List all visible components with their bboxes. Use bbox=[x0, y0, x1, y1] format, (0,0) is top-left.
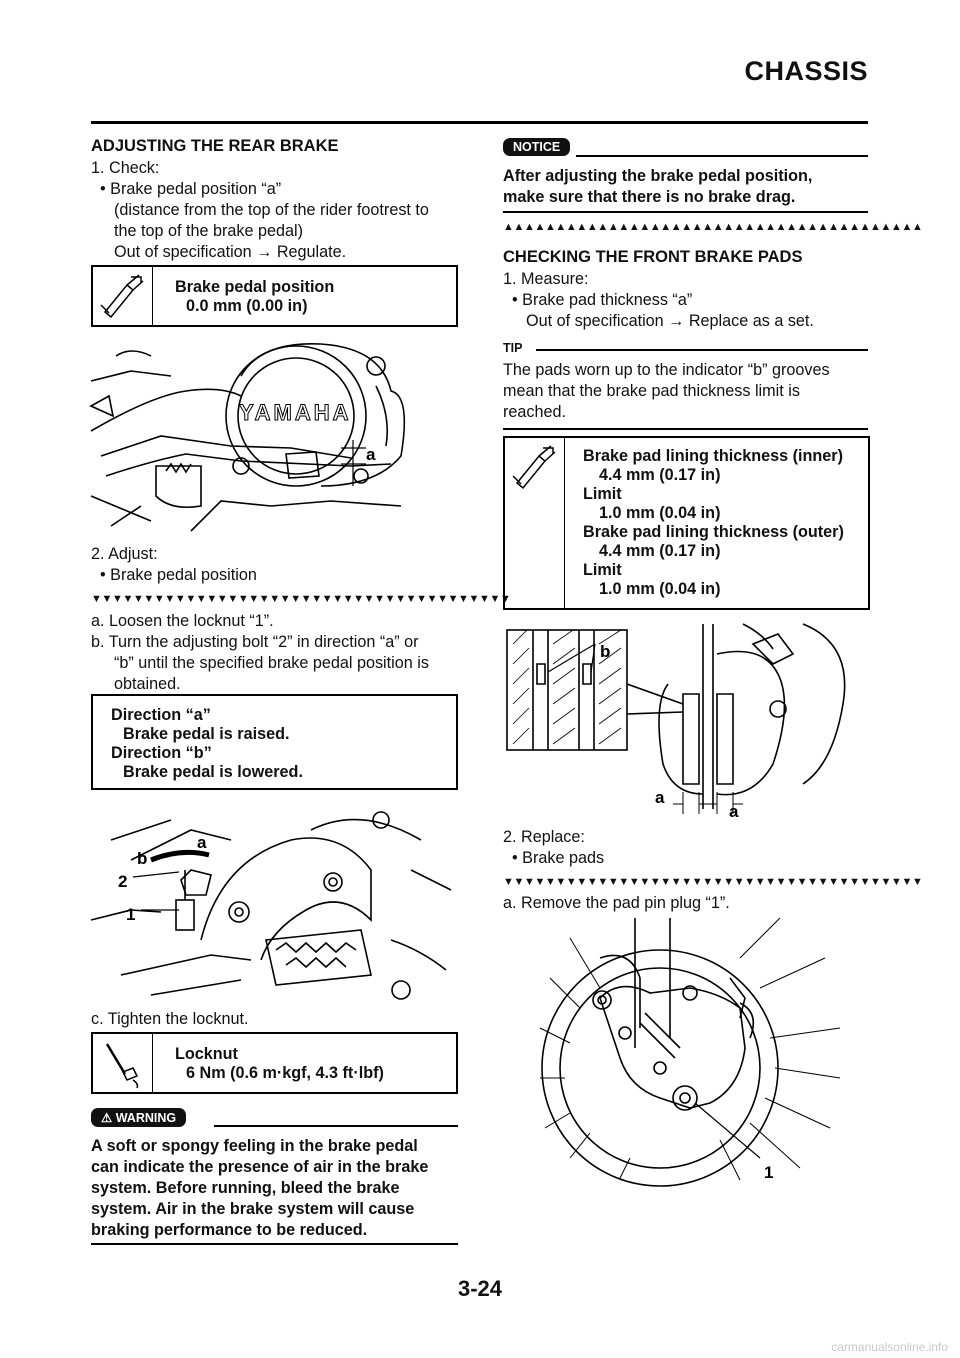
step-measure: 1. Measure: bbox=[503, 270, 589, 288]
page-title: CHASSIS bbox=[744, 56, 868, 86]
fig1-label-a: a bbox=[366, 445, 376, 464]
direction-box bbox=[91, 694, 458, 790]
spec-label-inner: Brake pad lining thickness (inner) bbox=[583, 447, 843, 465]
spec-box-locknut bbox=[91, 1032, 458, 1094]
warning-line-1: A soft or spongy feeling in the brake pedal bbox=[91, 1137, 418, 1155]
spec-value-limit-1: 1.0 mm (0.04 in) bbox=[599, 504, 721, 522]
check-note-1: (distance from the top of the rider footrest to bbox=[114, 201, 429, 219]
torque-wrench-icon bbox=[93, 1034, 151, 1092]
fig4-label-1: 1 bbox=[764, 1163, 774, 1182]
caliper-icon-cell bbox=[505, 438, 565, 608]
check-note-3: Out of specification → Regulate. bbox=[114, 243, 347, 261]
step-replace: 2. Replace: bbox=[503, 828, 585, 846]
fig2-label-b: b bbox=[137, 849, 148, 868]
check-note-2: the top of the brake pedal) bbox=[114, 222, 303, 240]
section-heading-front-pads: CHECKING THE FRONT BRAKE PADS bbox=[503, 248, 803, 266]
spec-label-outer: Brake pad lining thickness (outer) bbox=[583, 523, 844, 541]
svg-text:YAMAHA: YAMAHA bbox=[239, 400, 352, 425]
warning-line-2: can indicate the presence of air in the brake bbox=[91, 1158, 429, 1176]
substep-b-line2: “b” until the specified brake pedal position is bbox=[114, 654, 429, 672]
watermark: carmanualsonline.info bbox=[831, 1340, 948, 1354]
notice-label bbox=[503, 138, 570, 156]
spec-label: Locknut bbox=[175, 1045, 238, 1063]
tip-line-3: reached. bbox=[503, 403, 566, 421]
vernier-caliper-icon bbox=[505, 438, 563, 496]
warning-bottom-rule bbox=[91, 1243, 458, 1245]
procedure-start-triangles-right: ▼▼▼▼▼▼▼▼▼▼▼▼▼▼▼▼▼▼▼▼▼▼▼▼▼▼▼▼▼▼▼▼▼▼▼▼▼▼▼▼ bbox=[503, 876, 923, 888]
warning-label bbox=[91, 1108, 186, 1127]
fig3-label-a-right: a bbox=[729, 802, 739, 821]
section-heading-rear-brake: ADJUSTING THE REAR BRAKE bbox=[91, 137, 339, 155]
brake-pedal-position-figure bbox=[91, 336, 461, 536]
spec-label-limit-2: Limit bbox=[583, 561, 622, 579]
spec-value-inner: 4.4 mm (0.17 in) bbox=[599, 466, 721, 484]
notice-line-1: After adjusting the brake pedal position, bbox=[503, 167, 813, 185]
procedure-start-triangles: ▼▼▼▼▼▼▼▼▼▼▼▼▼▼▼▼▼▼▼▼▼▼▼▼▼▼▼▼▼▼▼▼▼▼▼▼▼▼▼▼ bbox=[91, 593, 511, 605]
substep-b-line1: b. Turn the adjusting bolt “2” in direction “a” or bbox=[91, 633, 419, 651]
spec-label-limit-1: Limit bbox=[583, 485, 622, 503]
replace-item: • Brake pads bbox=[512, 849, 605, 867]
notice-badge: NOTICE bbox=[503, 138, 570, 156]
caliper-icon-cell bbox=[93, 267, 153, 325]
torque-icon-cell bbox=[93, 1034, 153, 1092]
substep-a-right: a. Remove the pad pin plug “1”. bbox=[503, 894, 730, 912]
tip-badge: TIP bbox=[503, 341, 523, 355]
spec-value: 0.0 mm (0.00 in) bbox=[186, 297, 308, 315]
warning-badge-text: WARNING bbox=[115, 1111, 177, 1125]
notice-bottom-rule bbox=[503, 211, 868, 213]
substep-c: c. Tighten the locknut. bbox=[91, 1010, 249, 1028]
warning-rule bbox=[214, 1125, 458, 1127]
tip-line-1: The pads worn up to the indicator “b” grooves bbox=[503, 361, 830, 379]
fig3-label-b: b bbox=[600, 642, 611, 661]
fig2-label-1: 1 bbox=[126, 905, 136, 924]
direction-a-label: Direction “a” bbox=[111, 706, 211, 724]
fig2-label-2: 2 bbox=[118, 872, 128, 891]
warning-triangle-icon: ⚠ bbox=[101, 1111, 113, 1125]
tip-rule bbox=[536, 349, 868, 351]
tip-bottom-rule bbox=[503, 428, 868, 430]
warning-line-3: system. Before running, bleed the brake bbox=[91, 1179, 400, 1197]
pad-pin-plug-figure bbox=[540, 918, 840, 1180]
spec-box-pedal-position bbox=[91, 265, 458, 327]
notice-rule bbox=[576, 155, 868, 157]
spec-box-pad-thickness bbox=[503, 436, 870, 610]
measure-note: Out of specification → Replace as a set. bbox=[526, 312, 814, 330]
warning-badge bbox=[91, 1108, 186, 1127]
procedure-end-triangles: ▲▲▲▲▲▲▲▲▲▲▲▲▲▲▲▲▲▲▲▲▲▲▲▲▲▲▲▲▲▲▲▲▲▲▲▲▲▲▲▲ bbox=[503, 221, 923, 233]
substep-a-left: a. Loosen the locknut “1”. bbox=[91, 612, 274, 630]
fig2-label-a: a bbox=[197, 833, 207, 852]
direction-a-value: Brake pedal is raised. bbox=[123, 725, 290, 743]
spec-value-limit-2: 1.0 mm (0.04 in) bbox=[599, 580, 721, 598]
brake-pad-thickness-figure bbox=[503, 624, 870, 824]
step-adjust: 2. Adjust: bbox=[91, 545, 158, 563]
measure-item: • Brake pad thickness “a” bbox=[512, 291, 693, 309]
tip-line-2: mean that the brake pad thickness limit is bbox=[503, 382, 800, 400]
fig3-label-a-left: a bbox=[655, 788, 665, 807]
adjusting-bolt-figure bbox=[91, 800, 461, 1005]
spec-value: 6 Nm (0.6 m·kgf, 4.3 ft·lbf) bbox=[186, 1064, 384, 1082]
check-item: • Brake pedal position “a” bbox=[100, 180, 282, 198]
step-check: 1. Check: bbox=[91, 159, 160, 177]
notice-line-2: make sure that there is no brake drag. bbox=[503, 188, 796, 206]
vernier-caliper-icon bbox=[93, 267, 151, 325]
page-number: 3-24 bbox=[457, 1276, 503, 1301]
direction-b-value: Brake pedal is lowered. bbox=[123, 763, 303, 781]
header-rule bbox=[91, 121, 868, 124]
warning-line-4: system. Air in the brake system will cause bbox=[91, 1200, 415, 1218]
warning-line-5: braking performance to be reduced. bbox=[91, 1221, 368, 1239]
adjust-item: • Brake pedal position bbox=[100, 566, 257, 584]
spec-label: Brake pedal position bbox=[175, 278, 335, 296]
substep-b-line3: obtained. bbox=[114, 675, 181, 693]
spec-value-outer: 4.4 mm (0.17 in) bbox=[599, 542, 721, 560]
direction-b-label: Direction “b” bbox=[111, 744, 212, 762]
